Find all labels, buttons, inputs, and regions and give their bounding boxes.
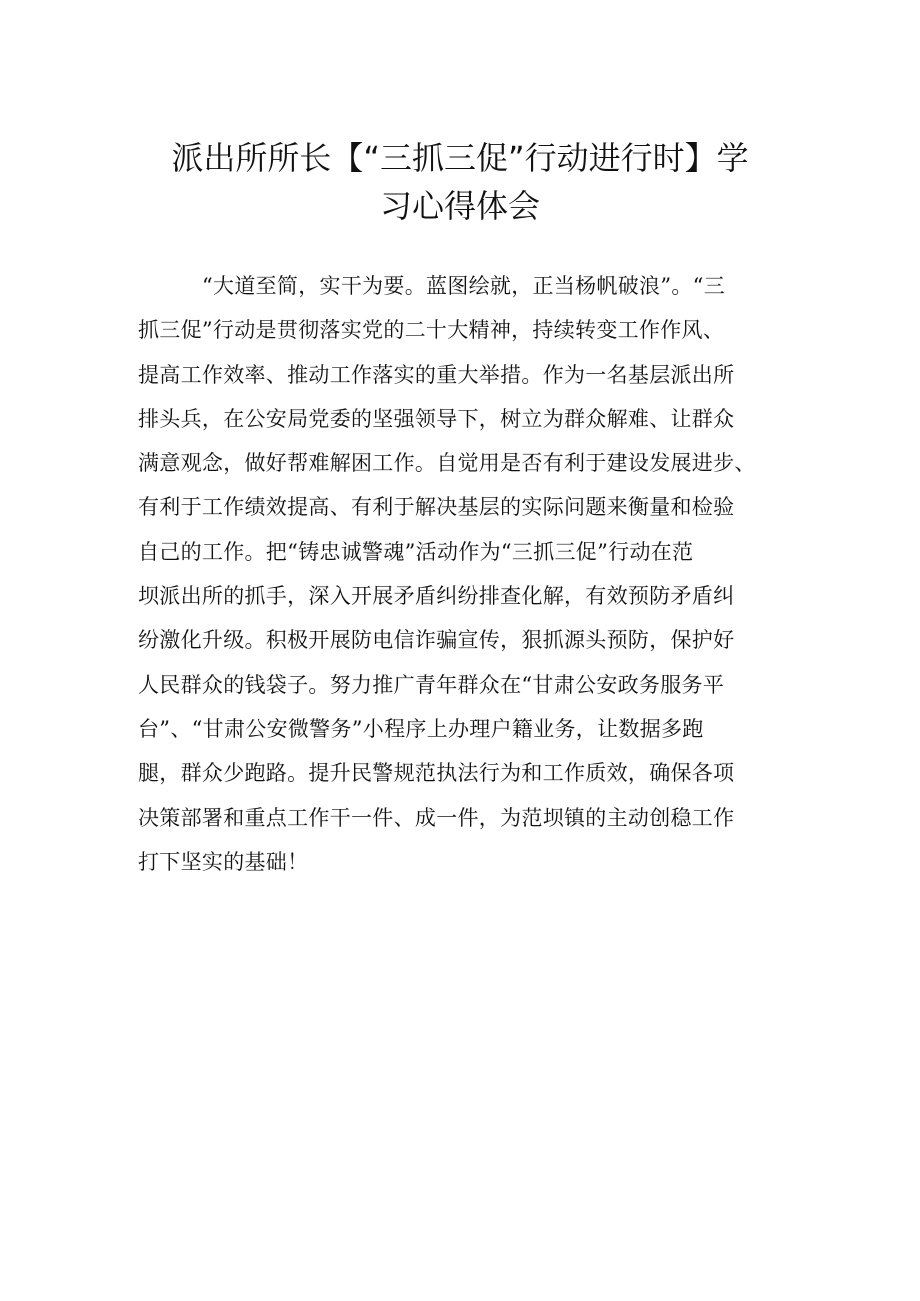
paragraph-line: 纷激化升级。积极开展防电信诈骗宣传，狠抓源头预防，保护好 — [138, 628, 735, 653]
paragraph-line: 打下坚实的基础！ — [138, 849, 309, 874]
paragraph-line: 有利于工作绩效提高、有利于解决基层的实际问题来衡量和检验 — [138, 495, 735, 520]
paragraph-line: 人民群众的钱袋子。努力推广青年群众在“甘肃公安政务服务平 — [138, 672, 725, 697]
paragraph-line: 自己的工作。把“铸忠诚警魂”活动作为“三抓三促”行动在范 — [138, 539, 694, 564]
document-title — [135, 134, 785, 230]
paragraph-line: 腿，群众少跑路。提升民警规范执法行为和工作质效，确保各项 — [138, 761, 735, 786]
paragraph-line: 满意观念，做好帮难解困工作。自觉用是否有利于建设发展进步、 — [138, 451, 756, 476]
paragraph-line: 台”、“甘肃公安微警务”小程序上办理户籍业务，让数据多跑 — [138, 716, 704, 741]
paragraph-line: 决策部署和重点工作干一件、成一件，为范坝镇的主动创稳工作 — [138, 805, 735, 830]
paragraph-line: 排头兵，在公安局党委的坚强领导下，树立为群众解难、让群众 — [138, 406, 735, 431]
body-paragraph — [138, 264, 798, 884]
paragraph-line: “大道至简，实干为要。蓝图绘就，正当杨帆破浪”。“三 — [202, 274, 726, 298]
title-line: 习心得体会 — [379, 187, 540, 225]
paragraph-line: 提高工作效率、推动工作落实的重大举措。作为一名基层派出所 — [138, 362, 735, 387]
paragraph-line: 坝派出所的抓手，深入开展矛盾纠纷排查化解，有效预防矛盾纠 — [138, 584, 735, 609]
title-line: 派出所所长【“三抓三促”行动进行时】学 — [171, 139, 749, 177]
paragraph-line: 抓三促”行动是贯彻落实党的二十大精神，持续转变工作作风、 — [138, 318, 725, 343]
